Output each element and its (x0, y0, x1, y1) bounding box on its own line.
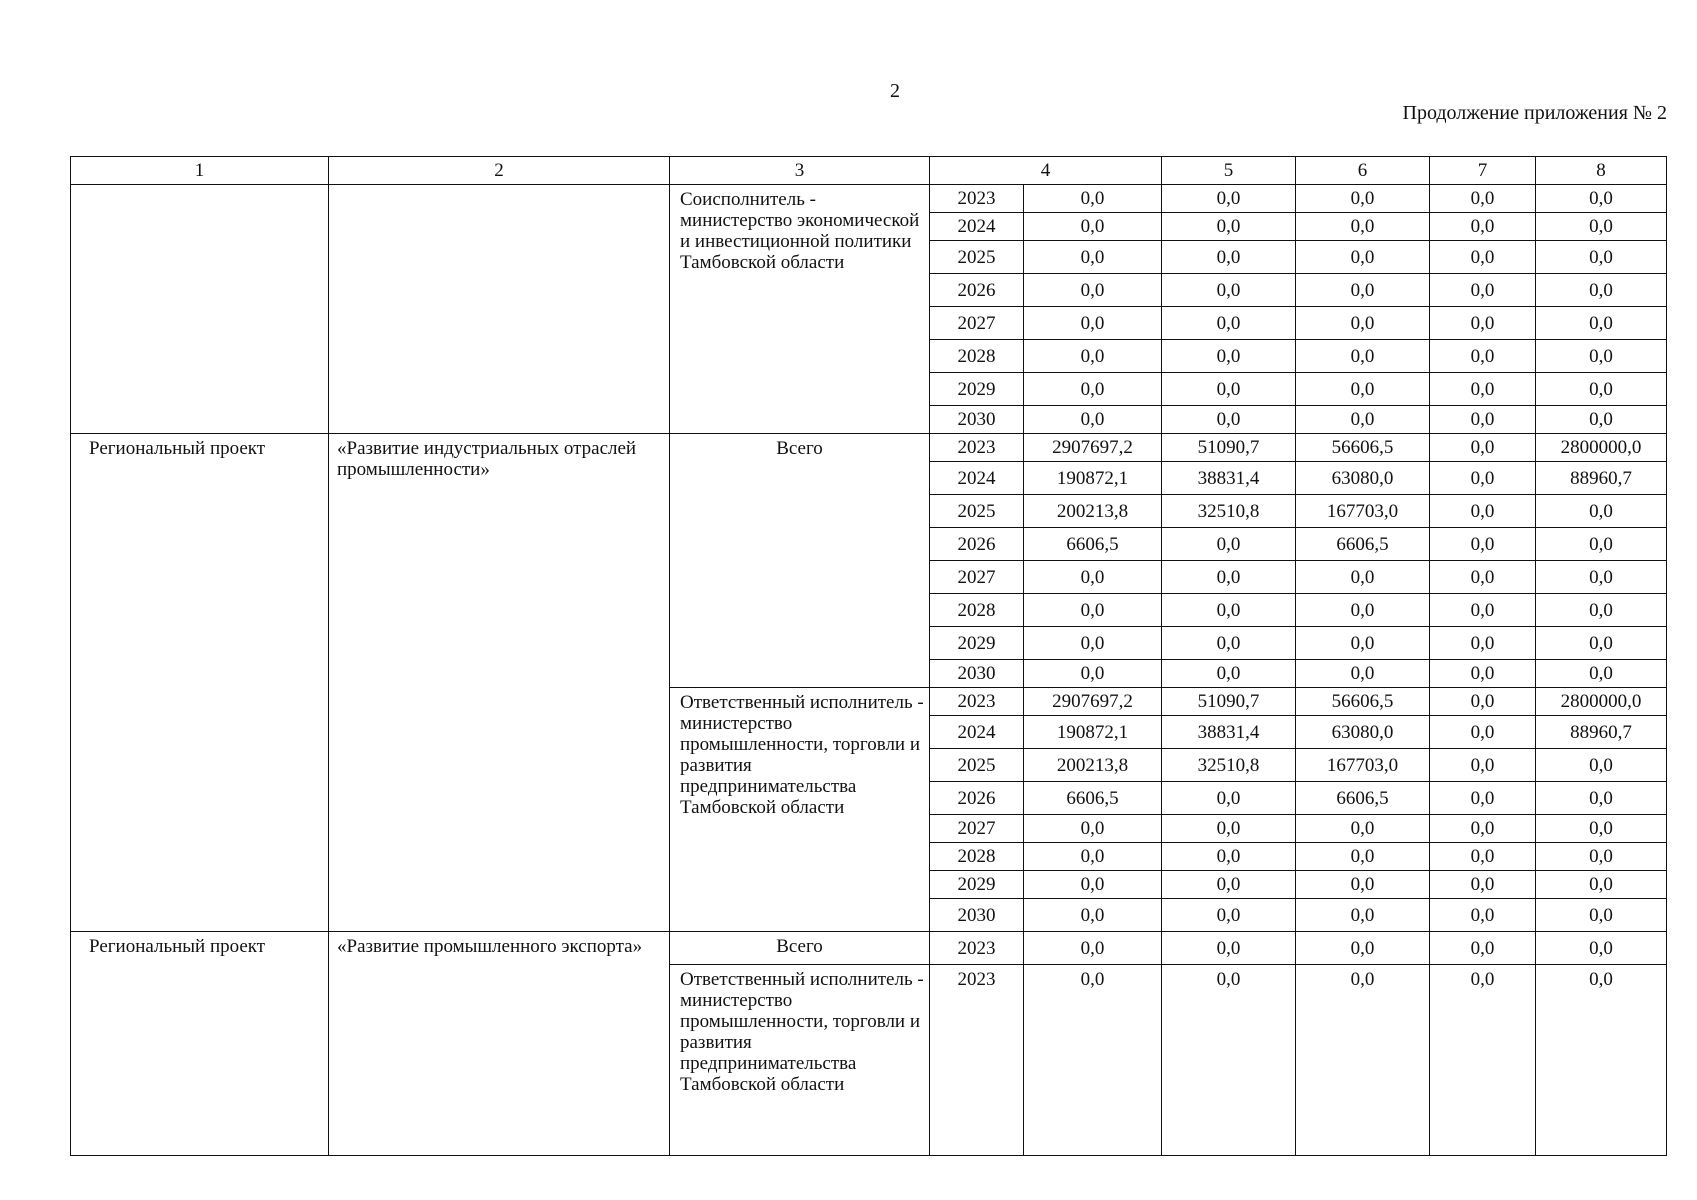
value-cell: 0,0 (1430, 899, 1536, 932)
year-cell: 2030 (930, 899, 1024, 932)
value-cell: 6606,5 (1024, 528, 1162, 561)
value-cell: 0,0 (1296, 561, 1430, 594)
value-cell: 51090,7 (1162, 688, 1296, 716)
header-cell: 5 (1162, 157, 1296, 185)
value-cell: 6606,5 (1296, 528, 1430, 561)
value-cell: 0,0 (1024, 594, 1162, 627)
value-cell: 0,0 (1162, 274, 1296, 307)
value-cell: 0,0 (1430, 561, 1536, 594)
table-row (71, 434, 1667, 462)
value-cell: 0,0 (1430, 782, 1536, 815)
header-cell: 4 (930, 157, 1162, 185)
table-row (71, 932, 1667, 965)
value-cell: 0,0 (1536, 241, 1667, 274)
value-cell: 0,0 (1536, 185, 1667, 213)
year-cell: 2026 (930, 274, 1024, 307)
value-cell: 0,0 (1296, 274, 1430, 307)
value-cell: 88960,7 (1536, 462, 1667, 495)
value-cell: 0,0 (1536, 627, 1667, 660)
value-cell: 0,0 (1162, 561, 1296, 594)
value-cell: 0,0 (1430, 843, 1536, 871)
project-type-cell: Региональный проект (71, 434, 329, 932)
header-cell: 1 (71, 157, 329, 185)
value-cell: 0,0 (1430, 627, 1536, 660)
value-cell: 0,0 (1430, 749, 1536, 782)
value-cell: 0,0 (1536, 843, 1667, 871)
value-cell: 0,0 (1536, 932, 1667, 965)
value-cell: 0,0 (1024, 932, 1162, 965)
year-cell: 2024 (930, 213, 1024, 241)
value-cell: 0,0 (1296, 899, 1430, 932)
value-cell: 0,0 (1536, 871, 1667, 899)
value-cell: 190872,1 (1024, 462, 1162, 495)
value-cell: 0,0 (1162, 528, 1296, 561)
value-cell: 0,0 (1536, 528, 1667, 561)
year-cell: 2023 (930, 932, 1024, 965)
value-cell: 0,0 (1024, 815, 1162, 843)
year-cell: 2027 (930, 561, 1024, 594)
value-cell: 6606,5 (1024, 782, 1162, 815)
value-cell: 0,0 (1430, 688, 1536, 716)
header-row (71, 157, 1667, 185)
value-cell: 0,0 (1296, 406, 1430, 434)
value-cell: 0,0 (1430, 462, 1536, 495)
value-cell: 0,0 (1296, 340, 1430, 373)
value-cell: 0,0 (1162, 373, 1296, 406)
value-cell: 0,0 (1162, 815, 1296, 843)
year-cell: 2025 (930, 241, 1024, 274)
header-cell: 6 (1296, 157, 1430, 185)
value-cell: 0,0 (1162, 185, 1296, 213)
value-cell: 0,0 (1430, 495, 1536, 528)
year-cell: 2030 (930, 660, 1024, 688)
value-cell: 0,0 (1162, 213, 1296, 241)
value-cell: 2907697,2 (1024, 434, 1162, 462)
value-cell: 0,0 (1024, 561, 1162, 594)
value-cell: 200213,8 (1024, 749, 1162, 782)
executor-label: Соисполнитель - министерство экономической и инвестиционной политики Тамбовской области (670, 185, 930, 434)
page-number: 2 (890, 80, 900, 102)
project-type-cell: Региональный проект (71, 932, 329, 1156)
value-cell: 0,0 (1536, 340, 1667, 373)
year-cell: 2027 (930, 815, 1024, 843)
value-cell: 0,0 (1024, 340, 1162, 373)
value-cell: 0,0 (1162, 782, 1296, 815)
value-cell: 0,0 (1024, 307, 1162, 340)
value-cell: 0,0 (1430, 185, 1536, 213)
value-cell: 0,0 (1536, 899, 1667, 932)
project-name-cell: «Развитие индустриальных отраслей промышленности» (329, 434, 670, 932)
value-cell: 0,0 (1430, 716, 1536, 749)
value-cell: 0,0 (1024, 241, 1162, 274)
value-cell: 2800000,0 (1536, 688, 1667, 716)
year-cell: 2030 (930, 406, 1024, 434)
value-cell: 167703,0 (1296, 749, 1430, 782)
value-cell: 0,0 (1536, 307, 1667, 340)
header-cell: 7 (1430, 157, 1536, 185)
total-label: Всего (670, 434, 930, 688)
value-cell: 0,0 (1024, 627, 1162, 660)
value-cell: 2907697,2 (1024, 688, 1162, 716)
value-cell: 0,0 (1536, 373, 1667, 406)
year-cell: 2029 (930, 871, 1024, 899)
year-cell: 2024 (930, 462, 1024, 495)
year-cell: 2029 (930, 627, 1024, 660)
value-cell: 190872,1 (1024, 716, 1162, 749)
year-cell: 2028 (930, 843, 1024, 871)
value-cell: 200213,8 (1024, 495, 1162, 528)
year-cell: 2027 (930, 307, 1024, 340)
value-cell: 0,0 (1536, 561, 1667, 594)
value-cell: 0,0 (1536, 594, 1667, 627)
value-cell: 0,0 (1296, 185, 1430, 213)
value-cell: 0,0 (1024, 871, 1162, 899)
value-cell: 0,0 (1296, 594, 1430, 627)
year-cell: 2024 (930, 716, 1024, 749)
year-cell: 2023 (930, 688, 1024, 716)
value-cell: 0,0 (1430, 815, 1536, 843)
value-cell: 0,0 (1430, 406, 1536, 434)
value-cell: 63080,0 (1296, 716, 1430, 749)
value-cell: 0,0 (1430, 932, 1536, 965)
value-cell: 0,0 (1162, 871, 1296, 899)
value-cell: 0,0 (1162, 627, 1296, 660)
executor-label: Ответственный исполнитель - министерство промышленности, торговли и развития предпринимательства Тамбовской области (670, 688, 930, 932)
value-cell: 88960,7 (1536, 716, 1667, 749)
value-cell: 0,0 (1430, 965, 1536, 1156)
year-cell: 2026 (930, 782, 1024, 815)
value-cell: 0,0 (1536, 782, 1667, 815)
value-cell: 0,0 (1162, 340, 1296, 373)
value-cell: 0,0 (1536, 495, 1667, 528)
value-cell: 0,0 (1162, 307, 1296, 340)
value-cell: 56606,5 (1296, 434, 1430, 462)
value-cell: 38831,4 (1162, 462, 1296, 495)
value-cell: 0,0 (1024, 185, 1162, 213)
value-cell: 0,0 (1024, 213, 1162, 241)
value-cell: 0,0 (1024, 274, 1162, 307)
value-cell: 167703,0 (1296, 495, 1430, 528)
value-cell: 2800000,0 (1536, 434, 1667, 462)
year-cell: 2025 (930, 495, 1024, 528)
value-cell: 0,0 (1162, 406, 1296, 434)
value-cell: 0,0 (1024, 965, 1162, 1156)
value-cell: 0,0 (1430, 307, 1536, 340)
value-cell: 0,0 (1536, 274, 1667, 307)
value-cell: 0,0 (1024, 843, 1162, 871)
year-cell: 2028 (930, 594, 1024, 627)
value-cell: 0,0 (1296, 932, 1430, 965)
value-cell: 0,0 (1024, 660, 1162, 688)
value-cell: 0,0 (1296, 965, 1430, 1156)
value-cell: 0,0 (1162, 660, 1296, 688)
value-cell: 0,0 (1024, 899, 1162, 932)
value-cell: 0,0 (1536, 406, 1667, 434)
value-cell: 0,0 (1430, 871, 1536, 899)
project-name-cell: «Развитие промышленного экспорта» (329, 932, 670, 1156)
year-cell: 2023 (930, 434, 1024, 462)
value-cell: 0,0 (1430, 213, 1536, 241)
value-cell: 0,0 (1430, 594, 1536, 627)
value-cell: 0,0 (1296, 373, 1430, 406)
value-cell: 0,0 (1296, 871, 1430, 899)
value-cell: 0,0 (1430, 528, 1536, 561)
value-cell: 51090,7 (1162, 434, 1296, 462)
value-cell: 0,0 (1536, 660, 1667, 688)
value-cell: 63080,0 (1296, 462, 1430, 495)
value-cell: 32510,8 (1162, 749, 1296, 782)
value-cell: 0,0 (1296, 815, 1430, 843)
header-cell: 3 (670, 157, 930, 185)
value-cell: 0,0 (1162, 899, 1296, 932)
value-cell: 0,0 (1296, 660, 1430, 688)
value-cell: 0,0 (1296, 307, 1430, 340)
year-cell: 2028 (930, 340, 1024, 373)
value-cell: 6606,5 (1296, 782, 1430, 815)
year-cell: 2023 (930, 965, 1024, 1156)
value-cell: 0,0 (1536, 965, 1667, 1156)
value-cell: 0,0 (1296, 241, 1430, 274)
value-cell: 0,0 (1430, 434, 1536, 462)
value-cell: 0,0 (1162, 241, 1296, 274)
value-cell: 0,0 (1536, 213, 1667, 241)
value-cell: 56606,5 (1296, 688, 1430, 716)
value-cell: 0,0 (1162, 932, 1296, 965)
project-type-cell (71, 185, 329, 434)
project-name-cell (329, 185, 670, 434)
header-cell: 8 (1536, 157, 1667, 185)
value-cell: 0,0 (1296, 213, 1430, 241)
value-cell: 0,0 (1296, 843, 1430, 871)
value-cell: 0,0 (1536, 749, 1667, 782)
value-cell: 0,0 (1162, 843, 1296, 871)
year-cell: 2025 (930, 749, 1024, 782)
budget-table (70, 156, 1667, 1156)
value-cell: 0,0 (1536, 815, 1667, 843)
value-cell: 0,0 (1430, 241, 1536, 274)
value-cell: 0,0 (1430, 660, 1536, 688)
table-row (71, 185, 1667, 213)
value-cell: 0,0 (1024, 406, 1162, 434)
year-cell: 2023 (930, 185, 1024, 213)
value-cell: 0,0 (1430, 274, 1536, 307)
value-cell: 0,0 (1162, 594, 1296, 627)
appendix-continuation-title: Продолжение приложения № 2 (1402, 102, 1667, 124)
value-cell: 0,0 (1296, 627, 1430, 660)
value-cell: 38831,4 (1162, 716, 1296, 749)
value-cell: 0,0 (1024, 373, 1162, 406)
value-cell: 32510,8 (1162, 495, 1296, 528)
year-cell: 2029 (930, 373, 1024, 406)
value-cell: 0,0 (1430, 340, 1536, 373)
value-cell: 0,0 (1430, 373, 1536, 406)
executor-label: Ответственный исполнитель - министерство промышленности, торговли и развития предпринимательства Тамбовской области (670, 965, 930, 1156)
header-cell: 2 (329, 157, 670, 185)
year-cell: 2026 (930, 528, 1024, 561)
total-label: Всего (670, 932, 930, 965)
value-cell: 0,0 (1162, 965, 1296, 1156)
